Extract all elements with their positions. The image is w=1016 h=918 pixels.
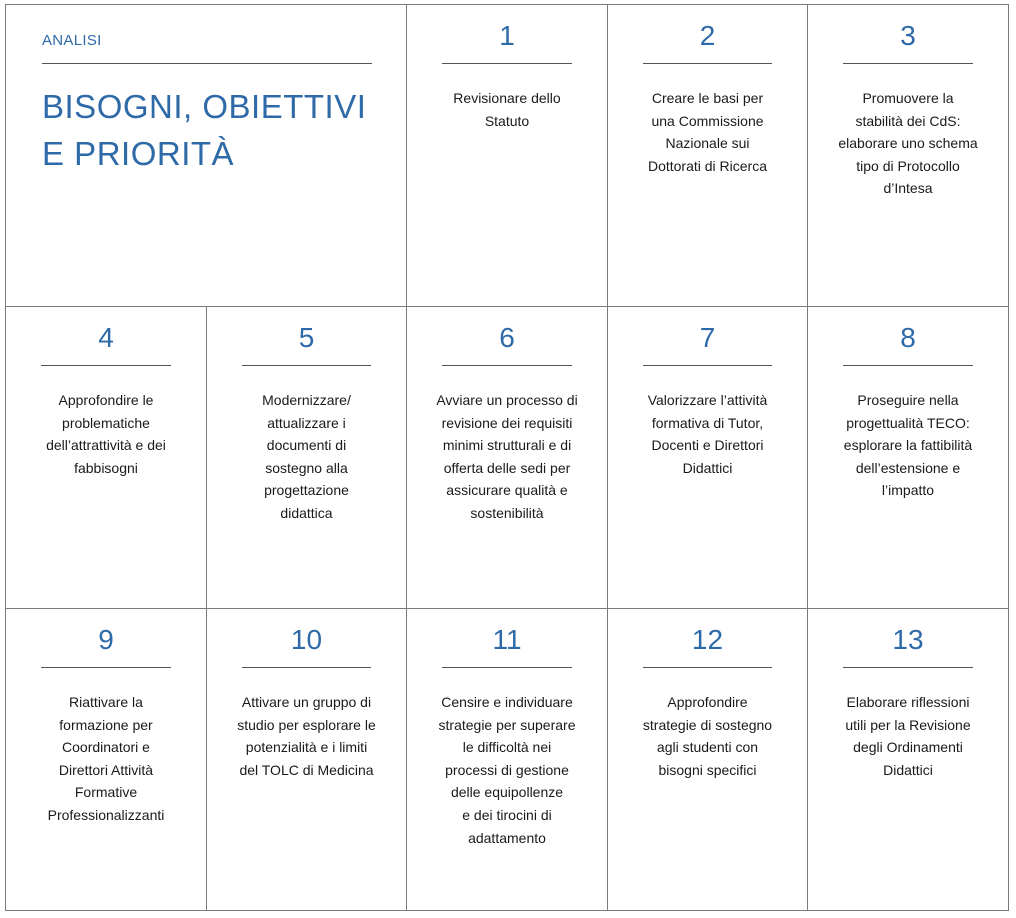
priority-text: Avviare un processo di revisione dei requisiti minimi strutturali e di offerta delle sedi per assicurare qualità e sostenibilità <box>436 392 578 521</box>
priority-divider <box>643 365 772 366</box>
priority-text: Revisionare dello Statuto <box>453 90 561 129</box>
priority-divider <box>442 667 572 668</box>
priority-number: 9 <box>98 624 114 655</box>
priority-cell-4 <box>6 307 207 609</box>
header-divider <box>42 63 372 64</box>
header-cell <box>6 5 407 307</box>
priority-divider <box>843 63 973 64</box>
priority-number: 3 <box>900 20 916 51</box>
priority-cell-2 <box>608 5 808 307</box>
priority-text: Valorizzare l’attività formativa di Tutor, Docenti e Direttori Didattici <box>647 392 768 476</box>
priority-text: Approfondire le problematiche dell’attrattività e dei fabbisogni <box>46 392 166 476</box>
priority-number: 12 <box>691 624 724 655</box>
priority-cell-12 <box>608 609 808 911</box>
priority-cell-13 <box>808 609 1009 911</box>
priority-cell-9 <box>6 609 207 911</box>
priority-divider <box>41 365 171 366</box>
priority-cell-5 <box>207 307 407 609</box>
priority-divider <box>242 365 371 366</box>
page-title: BISOGNI, OBIETTIVI E PRIORITÀ <box>42 88 367 172</box>
priority-number: 2 <box>699 20 716 51</box>
priority-text: Riattivare la formazione per Coordinatori e Direttori Attività Formative Professionalizzanti <box>47 694 165 823</box>
priority-number: 6 <box>499 322 515 353</box>
priority-divider <box>242 667 371 668</box>
priority-divider <box>843 365 973 366</box>
priority-number: 4 <box>98 322 114 353</box>
priority-text: Elaborare riflessioni utili per la Revisione degli Ordinamenti Didattici <box>845 694 971 778</box>
priority-divider <box>442 63 572 64</box>
priority-cell-8 <box>808 307 1009 609</box>
priority-text: Proseguire nella progettualità TECO: esplorare la fattibilità dell’estensione e l’impatto <box>843 392 973 499</box>
priority-number: 11 <box>492 624 522 655</box>
priority-divider <box>643 63 772 64</box>
priority-text: Approfondire strategie di sostegno agli studenti con bisogni specifici <box>642 694 773 778</box>
priority-number: 10 <box>290 624 323 655</box>
priority-cell-3 <box>808 5 1009 307</box>
priority-text: Attivare un gruppo di studio per esplorare le potenzialità e i limiti del TOLC di Medicina <box>237 694 376 778</box>
priority-cell-1 <box>407 5 608 307</box>
priority-divider <box>843 667 973 668</box>
priority-number: 8 <box>900 322 916 353</box>
priority-divider <box>643 667 772 668</box>
priority-cell-11 <box>407 609 608 911</box>
priority-divider <box>442 365 572 366</box>
priority-text: Creare le basi per una Commissione Nazionale sui Dottorati di Ricerca <box>647 90 768 174</box>
priority-text: Censire e individuare strategie per superare le difficoltà nei processi di gestione delle equipollenze e dei tirocini di adattamento <box>438 694 576 846</box>
priority-number: 7 <box>699 322 716 353</box>
priority-number: 1 <box>499 20 515 51</box>
priority-number: 5 <box>298 322 315 353</box>
priority-text: Modernizzare/ attualizzare i documenti di sostegno alla progettazione didattica <box>262 392 351 521</box>
priorities-grid <box>5 4 1009 911</box>
priority-cell-6 <box>407 307 608 609</box>
section-label: ANALISI <box>42 32 102 49</box>
priority-cell-7 <box>608 307 808 609</box>
priority-cell-10 <box>207 609 407 911</box>
priority-divider <box>41 667 171 668</box>
priority-text: Promuovere la stabilità dei CdS: elaborare uno schema tipo di Protocollo d’Intesa <box>838 90 978 197</box>
priority-number: 13 <box>892 624 924 655</box>
